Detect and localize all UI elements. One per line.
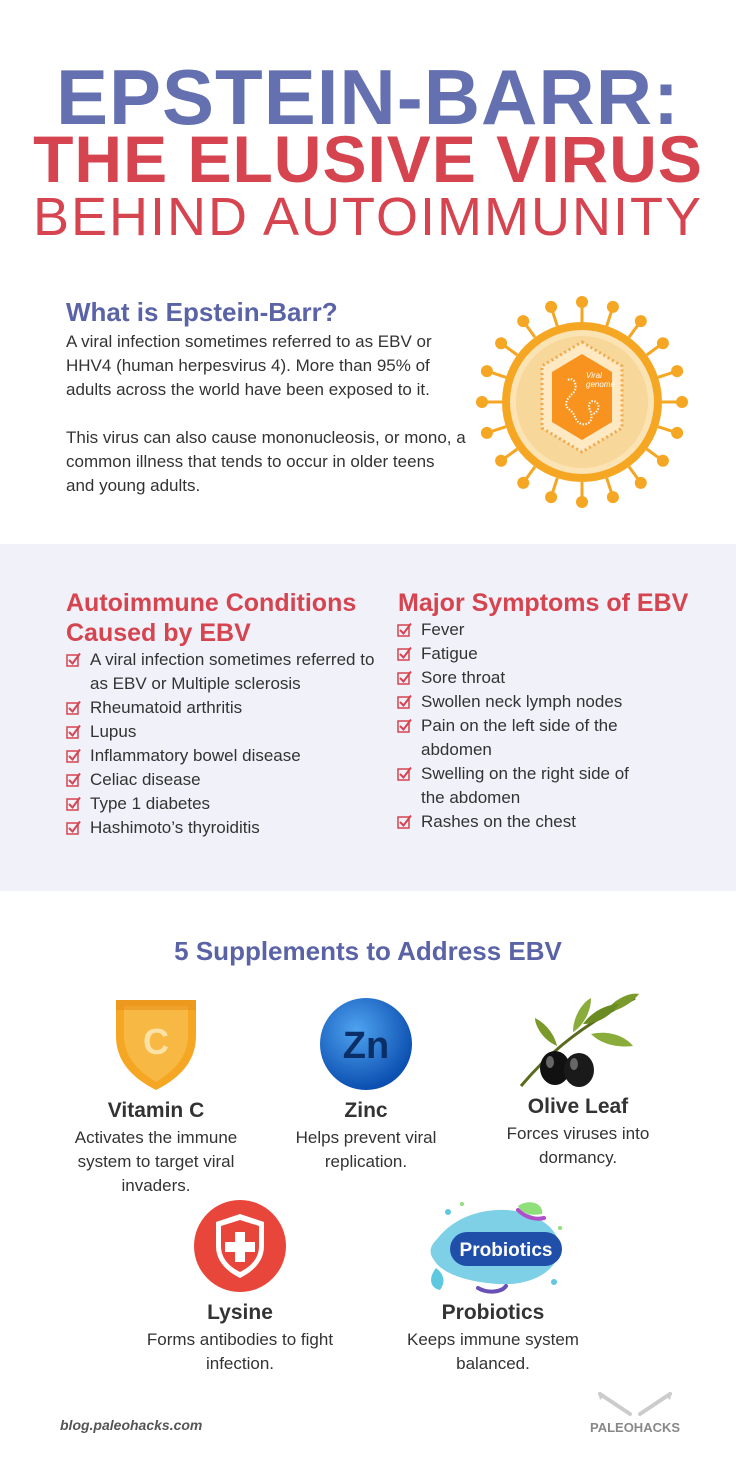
autoimmune-list bbox=[66, 648, 381, 840]
supplement-name: Zinc bbox=[344, 1099, 388, 1122]
virus-spike-tip bbox=[495, 337, 507, 349]
olive-branch-icon bbox=[513, 990, 643, 1092]
supplement-name: Lysine bbox=[207, 1301, 273, 1324]
symptoms-list bbox=[397, 618, 657, 834]
zinc-sphere-icon bbox=[318, 996, 414, 1092]
supplement-probiotics bbox=[388, 1198, 598, 1376]
list-item: Hashimoto’s thyroiditis bbox=[66, 816, 381, 840]
what-is-paragraph-1: A viral infection sometimes referred to as EBV or HHV4 (human herpesvirus 4). More than 95% of adults across the world have been exposed to it. bbox=[66, 332, 432, 399]
checkbox-icon bbox=[66, 724, 81, 739]
list-item: Type 1 diabetes bbox=[66, 792, 381, 816]
virus-label-2: genome bbox=[586, 380, 615, 389]
virus-illustration-icon bbox=[470, 290, 694, 514]
virus-spike-tip bbox=[517, 477, 529, 489]
probiotics-splash-icon bbox=[418, 1198, 568, 1294]
virus-spike-tip bbox=[657, 455, 669, 467]
checkbox-icon bbox=[66, 820, 81, 835]
list-item: Rashes on the chest bbox=[397, 810, 657, 834]
supplement-name: Olive Leaf bbox=[527, 1095, 629, 1118]
virus-spike-tip bbox=[607, 491, 619, 503]
list-item: Fatigue bbox=[397, 642, 657, 666]
virus-spike-tip bbox=[607, 301, 619, 313]
list-item: Fever bbox=[397, 618, 657, 642]
footer-url: blog.paleohacks.com bbox=[60, 1417, 203, 1433]
list-item: Rheumatoid arthritis bbox=[66, 696, 381, 720]
checkbox-icon bbox=[66, 796, 81, 811]
virus-spike-tip bbox=[481, 365, 493, 377]
virus-spike-tip bbox=[481, 427, 493, 439]
virus-spike-tip bbox=[495, 455, 507, 467]
virus-spike-tip bbox=[517, 315, 529, 327]
title-line-3: BEHIND AUTOIMMUNITY bbox=[32, 187, 704, 247]
list-item: Lupus bbox=[66, 720, 381, 744]
autoimmune-heading-line-1: Autoimmune Conditions bbox=[66, 589, 357, 617]
what-is-paragraph-2: This virus can also cause mononucleosis, or mono, a common illness that tends to occur in older teens and young adults. bbox=[66, 428, 466, 495]
svg-text:Zn: Zn bbox=[342, 1025, 390, 1067]
virus-spike-tip bbox=[476, 396, 488, 408]
supplement-desc: Forms antibodies to fight infection. bbox=[146, 1330, 334, 1373]
virus-spike-tip bbox=[545, 491, 557, 503]
checkbox-icon bbox=[397, 766, 412, 781]
checkbox-icon bbox=[397, 622, 412, 637]
checkbox-icon bbox=[397, 694, 412, 709]
svg-text:C: C bbox=[143, 1021, 169, 1062]
autoimmune-heading-line-2: Caused by EBV bbox=[66, 619, 251, 647]
supplement-desc: Helps prevent viral replication. bbox=[295, 1128, 437, 1171]
checkbox-icon bbox=[66, 748, 81, 763]
supplements-heading: 5 Supplements to Address EBV bbox=[174, 936, 562, 966]
shield-c-icon bbox=[110, 996, 202, 1092]
list-item: A viral infection sometimes referred to as EBV or Multiple sclerosis bbox=[66, 648, 381, 696]
virus-spike-tip bbox=[671, 427, 683, 439]
medical-shield-icon bbox=[192, 1198, 288, 1294]
title-line-2: THE ELUSIVE VIRUS bbox=[33, 122, 703, 196]
supplement-desc: Keeps immune system balanced. bbox=[407, 1330, 579, 1373]
virus-spike-tip bbox=[671, 365, 683, 377]
autoimmune-heading bbox=[66, 588, 376, 648]
list-item: Swollen neck lymph nodes bbox=[397, 690, 657, 714]
virus-spike-tip bbox=[576, 496, 588, 508]
supplement-name: Vitamin C bbox=[107, 1099, 205, 1122]
svg-text:PALEOHACKS: PALEOHACKS bbox=[590, 1420, 680, 1435]
checkbox-icon bbox=[66, 772, 81, 787]
supplement-zinc bbox=[270, 996, 462, 1174]
symptoms-heading: Major Symptoms of EBV bbox=[398, 589, 689, 617]
supplement-olive-leaf bbox=[488, 990, 668, 1170]
paleohacks-logo bbox=[590, 1392, 680, 1444]
virus-spike-tip bbox=[657, 337, 669, 349]
virus-spike-tip bbox=[635, 477, 647, 489]
checkbox-icon bbox=[66, 700, 81, 715]
virus-label-1: Viral bbox=[586, 371, 602, 380]
virus-spike-tip bbox=[545, 301, 557, 313]
list-item: Sore throat bbox=[397, 666, 657, 690]
supplement-vitamin-c bbox=[58, 996, 254, 1198]
what-is-heading: What is Epstein-Barr? bbox=[66, 297, 338, 327]
checkbox-icon bbox=[397, 646, 412, 661]
list-item: Swelling on the right side of the abdomen bbox=[397, 762, 657, 810]
svg-text:Probiotics: Probiotics bbox=[459, 1240, 553, 1261]
supplement-name: Probiotics bbox=[441, 1301, 545, 1324]
supplement-desc: Activates the immune system to target viral invaders. bbox=[74, 1128, 238, 1195]
supplement-lysine bbox=[140, 1198, 340, 1376]
supplement-desc: Forces viruses into dormancy. bbox=[506, 1124, 650, 1167]
list-item: Pain on the left side of the abdomen bbox=[397, 714, 657, 762]
virus-spike-tip bbox=[576, 296, 588, 308]
checkbox-icon bbox=[66, 652, 81, 667]
virus-spike-tip bbox=[676, 396, 688, 408]
checkbox-icon bbox=[397, 814, 412, 829]
virus-spike-tip bbox=[635, 315, 647, 327]
checkbox-icon bbox=[397, 718, 412, 733]
title-line-1: EPSTEIN-BARR: bbox=[55, 53, 680, 141]
list-item: Inflammatory bowel disease bbox=[66, 744, 381, 768]
checkbox-icon bbox=[397, 670, 412, 685]
list-item: Celiac disease bbox=[66, 768, 381, 792]
